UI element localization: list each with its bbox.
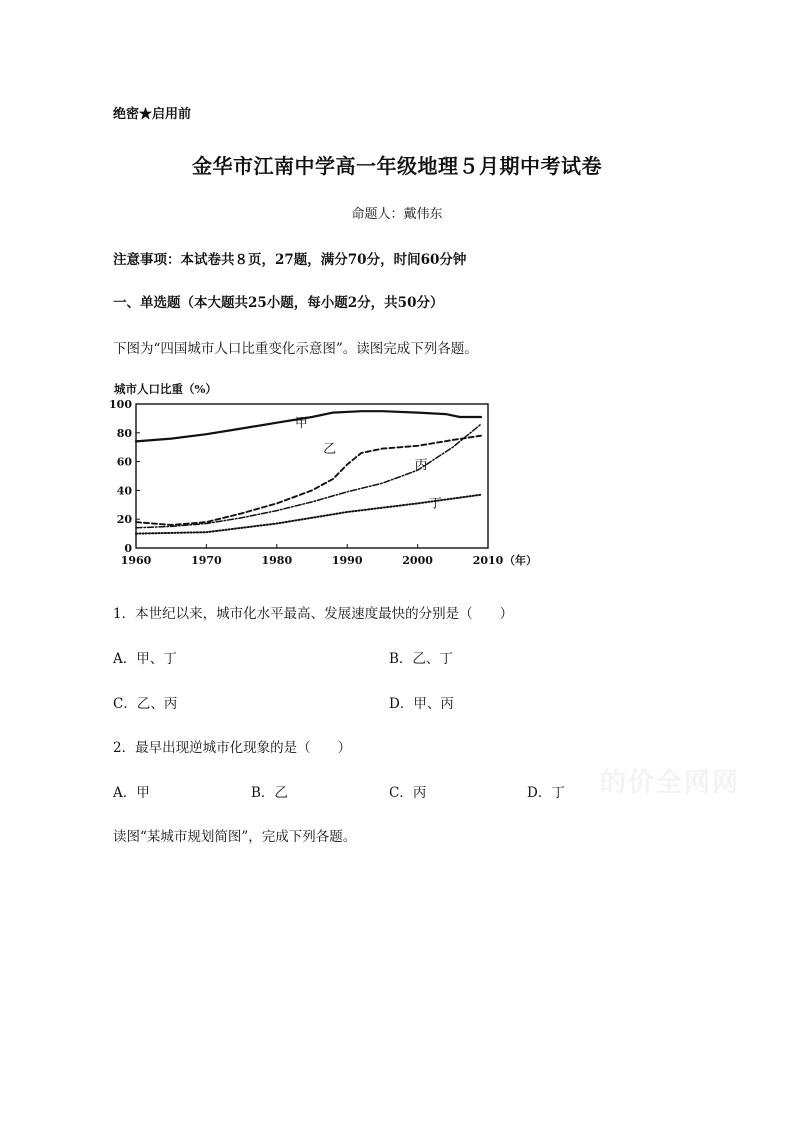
x-tick-label: 1960 bbox=[120, 554, 152, 567]
y-axis-title: 城市人口比重（%） bbox=[114, 382, 217, 396]
y-tick-label: 80 bbox=[116, 426, 132, 440]
x-tick-label: 1990 bbox=[331, 554, 363, 567]
x-tick-label: 2000 bbox=[402, 554, 433, 567]
question-2-option-a[interactable]: A．甲 bbox=[113, 785, 150, 801]
plot-frame bbox=[136, 404, 488, 548]
y-tick-label: 20 bbox=[116, 513, 132, 527]
x-tick-label: 2010 bbox=[472, 554, 504, 567]
series-label-4: 丁 bbox=[428, 496, 442, 512]
question-1-option-b[interactable]: B．乙、丁 bbox=[389, 651, 453, 667]
question-2-option-b[interactable]: B．乙 bbox=[251, 785, 288, 801]
confidential-label: 绝密★启用前 bbox=[113, 107, 192, 122]
series-label-2: 乙 bbox=[323, 441, 337, 457]
series-line-1 bbox=[136, 411, 481, 441]
series-line-3 bbox=[136, 424, 481, 528]
y-tick-label: 100 bbox=[109, 398, 132, 411]
y-tick-label: 60 bbox=[116, 455, 132, 469]
y-tick-label: 0 bbox=[124, 542, 132, 555]
question-1-option-a[interactable]: A．甲、丁 bbox=[113, 651, 177, 667]
urban-population-chart bbox=[108, 378, 538, 573]
question-1-option-c[interactable]: C．乙、丙 bbox=[113, 696, 178, 712]
question-intro: 下图为“四国城市人口比重变化示意图”。读图完成下列各题。 bbox=[113, 341, 478, 357]
author-line: 命题人：戴伟东 bbox=[351, 207, 443, 222]
x-axis-title: （年） bbox=[504, 554, 537, 567]
question-2-option-d[interactable]: D．丁 bbox=[527, 785, 565, 801]
section-heading: 一、单选题（本大题共25小题，每小题2分，共50分） bbox=[113, 295, 444, 311]
notice-text: 注意事项：本试卷共８页，27题，满分70分，时间60分钟 bbox=[113, 252, 467, 268]
question-2-stem: 2．最早出现逆城市化现象的是（ ） bbox=[113, 740, 352, 756]
question-1-stem: 1．本世纪以来，城市化水平最高、发展速度最快的分别是（ ） bbox=[113, 606, 514, 622]
x-tick-label: 1980 bbox=[261, 554, 293, 567]
series-label-3: 丙 bbox=[414, 457, 428, 473]
next-question-intro: 读图“某城市规划简图”，完成下列各题。 bbox=[113, 829, 357, 845]
exam-title: 金华市江南中学高一年级地理５月期中考试卷 bbox=[192, 154, 602, 178]
y-tick-label: 40 bbox=[116, 484, 132, 498]
x-tick-label: 1970 bbox=[191, 554, 222, 567]
series-label-1: 甲 bbox=[294, 416, 308, 432]
question-1-option-d[interactable]: D．甲、丙 bbox=[389, 696, 454, 712]
watermark: 的价全网网 bbox=[600, 768, 741, 798]
question-2-option-c[interactable]: C．丙 bbox=[389, 785, 427, 801]
